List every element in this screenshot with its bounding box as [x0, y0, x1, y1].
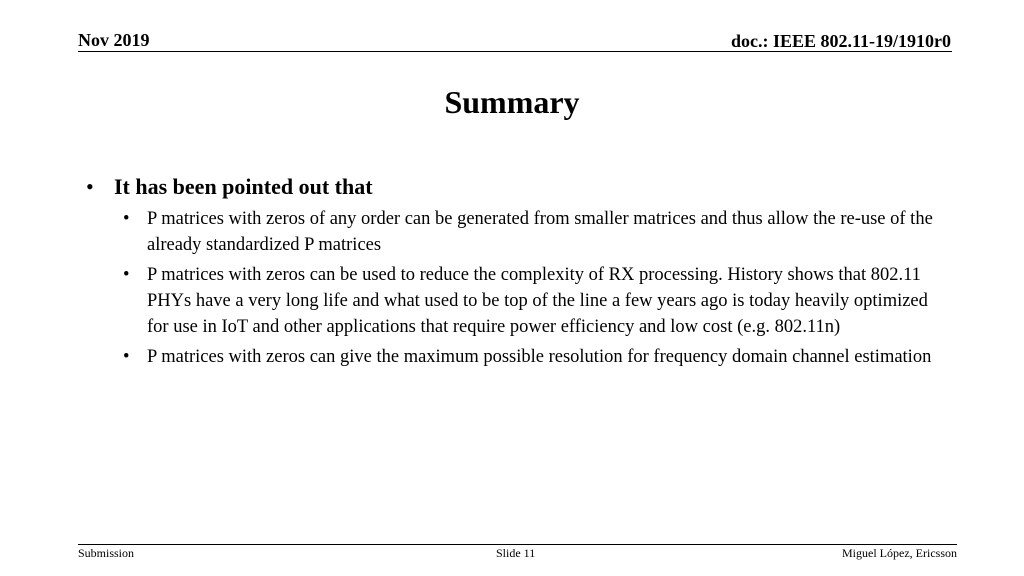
bullet-dot-icon: • — [86, 174, 94, 199]
slide-title: Summary — [444, 84, 580, 120]
bullet-level2-text: P matrices with zeros can be used to reduce the complexity of RX processing. History shows that 802.11 PHYs have a very long life and what used to be top of the line a few years ago is today heavily optimized for use in IoT and other applications that require power efficiency and low cost (e.g. 802.11n) — [147, 265, 928, 337]
bullet-level2 — [86, 344, 947, 370]
footer-author: Miguel López, Ericsson — [842, 546, 957, 560]
bullet-list — [86, 173, 946, 374]
bullet-level2-text: P matrices with zeros can give the maximum possible resolution for frequency domain channel estimation — [147, 347, 932, 367]
bullet-level2-text: P matrices with zeros of any order can be generated from smaller matrices and thus allow the re-use of the already standardized P matrices — [147, 209, 933, 255]
bullet-level1 — [86, 173, 946, 201]
footer-divider — [78, 544, 957, 545]
bullet-level2 — [86, 206, 947, 258]
header-doc-id: doc.: IEEE 802.11-19/1910r0 — [730, 31, 951, 51]
bullet-level1-text: It has been pointed out that — [114, 174, 373, 199]
bullet-level2 — [86, 262, 947, 340]
bullet-dot-icon: • — [123, 265, 130, 285]
footer-submission: Submission — [78, 546, 135, 560]
header-divider — [78, 51, 952, 52]
bullet-dot-icon: • — [123, 347, 130, 367]
footer-slide-number: Slide 11 — [496, 546, 536, 560]
bullet-dot-icon: • — [123, 209, 130, 229]
header-date: Nov 2019 — [78, 30, 150, 50]
